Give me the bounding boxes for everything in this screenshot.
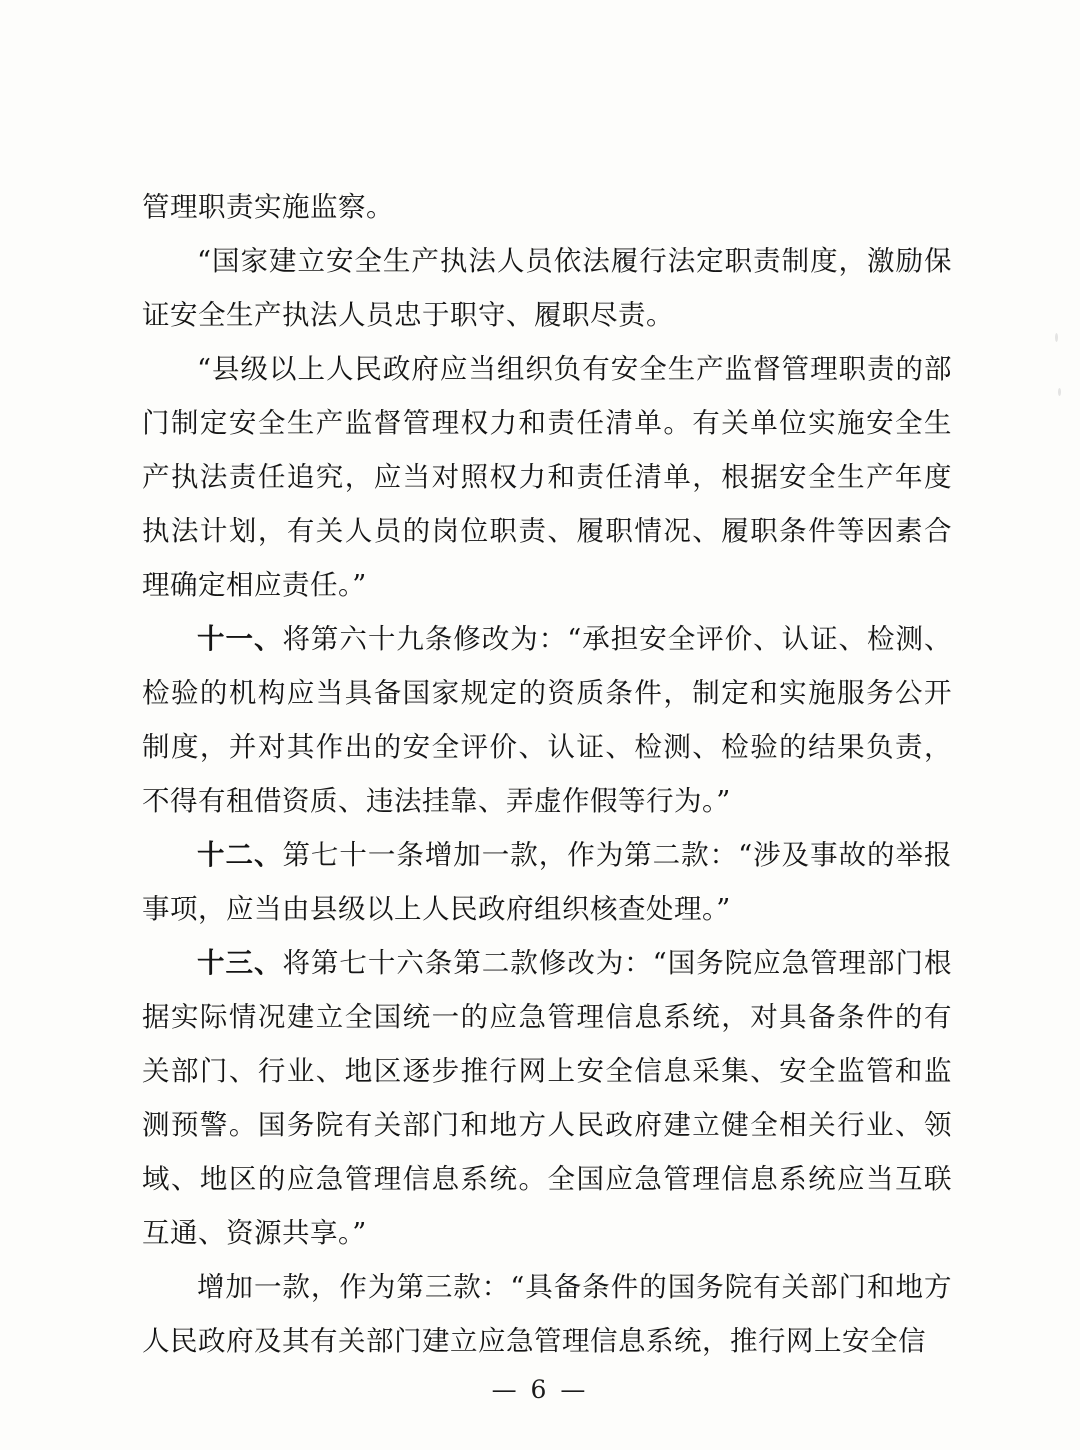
article-number: 十二、 — [197, 839, 283, 871]
paragraph-article-13 — [142, 936, 952, 1260]
scan-speck — [1055, 333, 1058, 342]
paragraph — [142, 342, 952, 612]
paragraph — [142, 1260, 952, 1368]
paragraph-text: “国家建立安全生产执法人员依法履行法定职责制度，激励保证安全生产执法人员忠于职守、履职尽责。 — [142, 245, 952, 331]
article-number: 十一、 — [197, 623, 283, 655]
page-body — [142, 180, 952, 1368]
paragraph-article-12 — [142, 828, 952, 936]
paragraph-text: “县级以上人民政府应当组织负有安全生产监督管理职责的部门制定安全生产监督管理权力和责任清单。有关单位实施安全生产执法责任追究，应当对照权力和责任清单，根据安全生产年度执法计划，有关人员的岗位职责、履职情况、履职条件等因素合理确定相应责任。” — [142, 353, 952, 601]
scan-speck — [1058, 388, 1061, 396]
paragraph-text: 将第六十九条修改为：“承担安全评价、认证、检测、检验的机构应当具备国家规定的资质条件，制定和实施服务公开制度，并对其作出的安全评价、认证、检测、检验的结果负责，不得有租借资质、违法挂靠、弄虚作假等行为。” — [142, 623, 952, 817]
paragraph — [142, 180, 952, 234]
page-number: — 6 — — [491, 1375, 589, 1404]
paragraph-text: 第七十一条增加一款，作为第二款：“涉及事故的举报事项，应当由县级以上人民政府组织核查处理。” — [142, 839, 952, 925]
paragraph-text: 将第七十六条第二款修改为：“国务院应急管理部门根据实际情况建立全国统一的应急管理信息系统，对具备条件的有关部门、行业、地区逐步推行网上安全信息采集、安全监管和监测预警。国务院有关部门和地方人民政府建立健全相关行业、领域、地区的应急管理信息系统。全国应急管理信息系统应当互联互通、资源共享。” — [142, 947, 952, 1249]
paragraph-article-11 — [142, 612, 952, 828]
paragraph — [142, 234, 952, 342]
paragraph-text: 增加一款，作为第三款：“具备条件的国务院有关部门和地方人民政府及其有关部门建立应急管理信息系统，推行网上安全信 — [142, 1271, 952, 1357]
paragraph-text: 管理职责实施监察。 — [142, 191, 394, 223]
article-number: 十三、 — [197, 947, 283, 979]
